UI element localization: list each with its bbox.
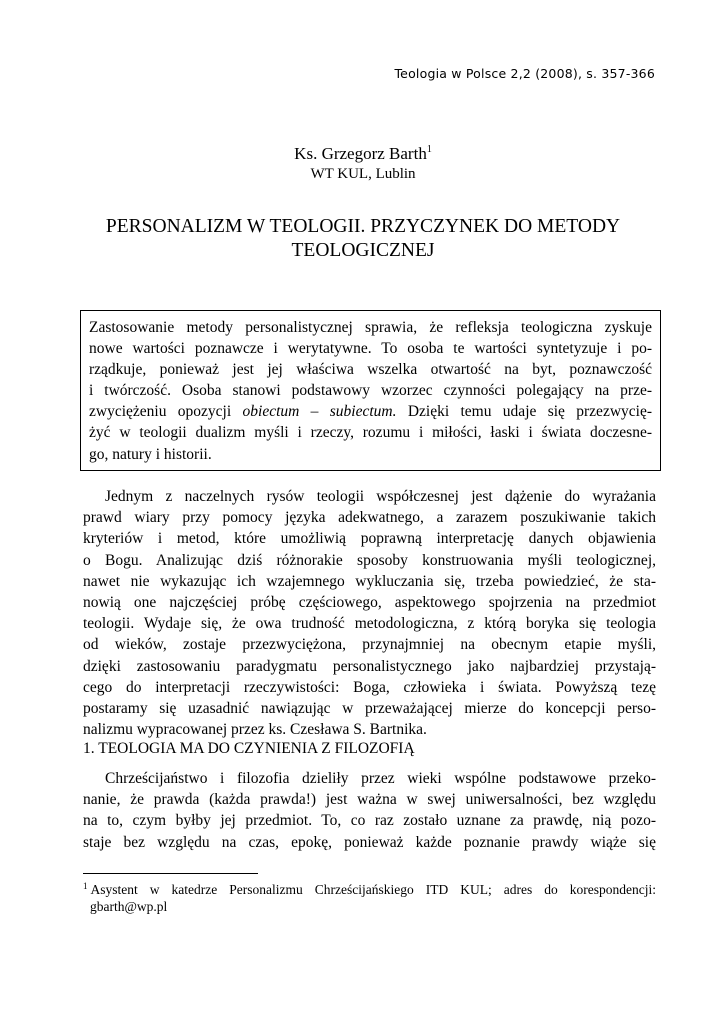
paragraph-line: na to, czym byłby jej przedmiot. To, co raz zostało uznane za prawdę, nią pozo- bbox=[83, 812, 656, 830]
paragraph-line: nowią one najczęściej próbę częściowego, aspektowego spojrzenia na przedmiot bbox=[83, 594, 656, 612]
footnote-mark: 1 bbox=[83, 881, 88, 891]
section-paragraph bbox=[83, 768, 656, 853]
abstract-line: go, natury i historii. bbox=[89, 445, 212, 463]
paragraph-line: teologii. Wydaje się, że owa trudność metodologiczna, z którą boryka się teologia bbox=[83, 615, 656, 633]
author-block bbox=[0, 144, 726, 183]
intro-paragraph bbox=[83, 486, 656, 740]
abstract-text: zwyciężeniu opozycji bbox=[89, 403, 243, 421]
paragraph-line: staje bez względu na czas, epokę, ponieważ każde poznanie prawdy wiąże się bbox=[83, 833, 656, 851]
abstract-line: rządkuje, ponieważ jest jej właściwa wszelka otwartość na byt, poznawczość bbox=[89, 361, 652, 379]
footnote-text: Asystent w katedrze Personalizmu Chrześcijańskiego ITD KUL; adres do korespondencji: bbox=[90, 882, 656, 897]
abstract-line: nowe wartości poznawcze i werytatywne. To osoba te wartości syntetyzuje i po- bbox=[89, 340, 652, 358]
paragraph-line: nalizmu wypracowanej przez ks. Czesława S. Bartnika. bbox=[83, 721, 427, 739]
paragraph-line: Jednym z naczelnych rysów teologii współczesnej jest dążenie do wyrażania bbox=[105, 488, 656, 505]
footnote-email[interactable]: gbarth@wp.pl bbox=[90, 899, 168, 914]
abstract-box bbox=[80, 310, 661, 471]
paragraph-line: o Bogu. Analizując dziś różnorakie sposoby konstruowania myśli teologicznej, bbox=[83, 551, 656, 569]
author-line bbox=[0, 144, 726, 164]
paragraph-line: postaramy się uzasadnić nawiązując w przeważającej mierze do koncepcji perso- bbox=[83, 700, 656, 718]
abstract-text: Dzięki temu udaje się przezwycię- bbox=[396, 403, 652, 421]
footnote bbox=[83, 881, 656, 915]
journal-reference: Teologia w Polsce 2,2 (2008), s. 357-366 bbox=[394, 66, 655, 81]
paragraph-line: dzięki zastosowaniu paradygmatu personalistycznego jako najbardziej przystają- bbox=[83, 657, 656, 675]
paragraph-line: prawd wiary przy pomocy języka adekwatnego, a zarazem poszukiwanie takich bbox=[83, 509, 656, 527]
title-line: PERSONALIZM W TEOLOGII. PRZYCZYNEK DO METODY bbox=[105, 216, 621, 237]
title-line: TEOLOGICZNEJ bbox=[291, 240, 435, 261]
abstract-italic-term: obiectum – subiectum. bbox=[242, 403, 397, 421]
paragraph-line: nanie, że prawda (każda prawda!) jest ważna w swej uniwersalności, bez względu bbox=[83, 791, 656, 809]
section-heading: 1. TEOLOGIA MA DO CZYNIENIA Z FILOZOFIĄ bbox=[83, 740, 415, 757]
paragraph-line: cego do interpretacji rzeczywistości: Boga, człowieka i świata. Powyższą tezę bbox=[83, 678, 656, 696]
abstract-line: i twórczość. Osoba stanowi podstawowy wzorzec czynności polegający na prze- bbox=[89, 382, 652, 400]
paragraph-line: od wieków, zostaje przezwyciężona, przynajmniej na obecnym etapie myśli, bbox=[83, 636, 656, 654]
paragraph-line: Chrześcijaństwo i filozofia dzieliły przez wieki wspólne podstawowe przeko- bbox=[105, 770, 656, 787]
abstract-line: Zastosowanie metody personalistycznej sprawia, że refleksja teologiczna zyskuje bbox=[89, 319, 652, 336]
author-footnote-mark[interactable]: 1 bbox=[426, 144, 432, 155]
abstract-line bbox=[89, 401, 652, 422]
footnote-divider bbox=[83, 873, 258, 874]
abstract-line: żyć w teologii dualizm myśli i rzeczy, rozumu i miłości, łaski i świata doczesne- bbox=[89, 424, 652, 442]
paper-title bbox=[60, 215, 666, 263]
paragraph-line: kryteriów i metod, które umożliwią poprawną interpretację danych objawienia bbox=[83, 530, 656, 548]
footnote-line bbox=[83, 881, 656, 898]
paragraph-line: nawet nie wykazując ich wzajemnego wykluczania się, trzeba powiedzieć, że sta- bbox=[83, 572, 656, 590]
author-name: Ks. Grzegorz Barth bbox=[294, 144, 427, 163]
author-affiliation: WT KUL, Lublin bbox=[310, 166, 416, 182]
